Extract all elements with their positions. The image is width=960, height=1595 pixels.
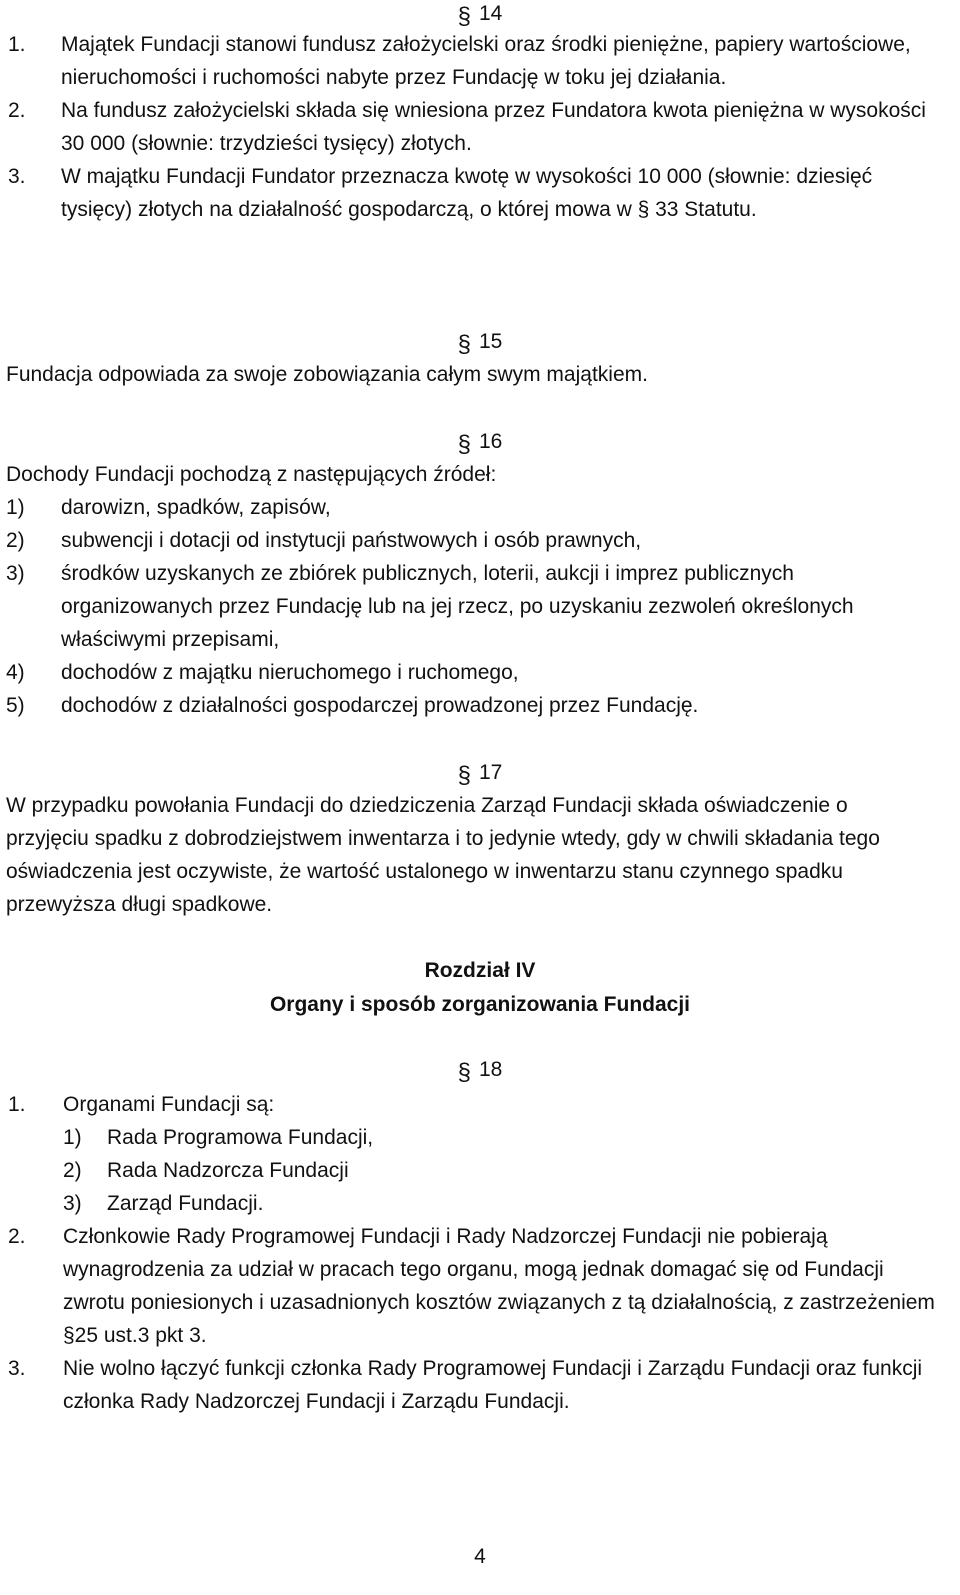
sublist-item: [63, 1121, 938, 1154]
list-item: [6, 524, 936, 557]
item-number: 3): [63, 1192, 82, 1215]
section-heading-17: [0, 755, 960, 789]
section-number: 14: [479, 2, 503, 25]
item-number: 2): [6, 529, 25, 552]
sublist-item: [63, 1187, 938, 1220]
item-number: 1.: [8, 33, 26, 56]
list-item: [8, 1088, 938, 1121]
section-sign: §: [457, 331, 471, 358]
item-text: Rada Nadzorcza Fundacji: [107, 1159, 349, 1182]
item-text: Rada Programowa Fundacji,: [107, 1126, 374, 1149]
item-text: Nie wolno łączyć funkcji członka Rady Programowej Fundacji i Zarządu Fundacji oraz funkcji członka Rady Nadzorczej Fundacji i Zarządu Fundacji.: [63, 1357, 923, 1413]
section-number: 16: [479, 430, 503, 453]
item-number: 2.: [8, 1225, 26, 1248]
item-text: W majątku Fundacji Fundator przeznacza kwotę w wysokości 10 000 (słownie: dziesięć tysięcy) złotych na działalność gospodarczą, o której mowa w § 33 Statutu.: [61, 165, 873, 221]
section-heading-15: [0, 324, 960, 358]
item-text: środków uzyskanych ze zbiórek publicznych, loterii, aukcji i imprez publicznych organizowanych przez Fundację lub na jej rzecz, po uzyskaniu zezwoleń określonych właściwymi przepisami,: [61, 562, 854, 651]
item-number: 1): [6, 496, 25, 519]
section-number: 18: [479, 1058, 503, 1081]
item-number: 4): [6, 661, 25, 684]
item-number: 5): [6, 694, 25, 717]
section-17-text: W przypadku powołania Fundacji do dziedziczenia Zarząd Fundacji składa oświadczenie o przyjęciu spadku z dobrodziejstwem inwentarza i to jedynie wtedy, gdy w chwili składania tego oświadczenia jest oczywiste, że wartość ustalonego w inwentarzu stanu czynnego spadku przewyższa długi spadkowe.: [6, 794, 880, 916]
section-sign: §: [457, 1059, 471, 1086]
item-text: dochodów z działalności gospodarczej prowadzonej przez Fundację.: [61, 694, 699, 717]
section-heading-18: [0, 1052, 960, 1086]
item-text: darowizn, spadków, zapisów,: [61, 496, 331, 519]
section-18-list: [8, 1088, 938, 1418]
section-sign: §: [457, 3, 471, 30]
list-item: [6, 491, 936, 524]
item-number: 2.: [8, 99, 26, 122]
item-number: 3): [6, 562, 25, 585]
section-16-intro: Dochody Fundacji pochodzą z następujących źródeł:: [6, 463, 497, 486]
item-text: Organami Fundacji są:: [63, 1093, 275, 1116]
section-number: 15: [479, 330, 503, 353]
chapter-title: Rozdział IV: [424, 959, 536, 982]
section-number: 17: [479, 761, 503, 784]
section-heading-16: [0, 424, 960, 458]
section-14-list: [8, 28, 938, 226]
item-number: 1.: [8, 1093, 26, 1116]
item-text: Majątek Fundacji stanowi fundusz założycielski oraz środki pieniężne, papiery wartościowe, nieruchomości i ruchomości nabyte przez Fundację w toku jej działania.: [61, 33, 911, 89]
section-heading-14: [0, 0, 960, 30]
item-number: 3.: [8, 1357, 26, 1380]
item-number: 3.: [8, 165, 26, 188]
list-item: [8, 28, 938, 94]
page-number: 4: [474, 1545, 486, 1568]
list-item: [8, 160, 938, 226]
list-item: [8, 1352, 938, 1418]
section-sign: §: [457, 431, 471, 458]
list-item: [6, 557, 936, 656]
list-item: [6, 656, 936, 689]
list-item: [8, 1220, 938, 1352]
section-16-list: [6, 491, 936, 722]
item-number: 1): [63, 1126, 82, 1149]
list-item: [6, 689, 936, 722]
item-text: dochodów z majątku nieruchomego i ruchomego,: [61, 661, 519, 684]
list-item: [8, 94, 938, 160]
item-number: 2): [63, 1159, 82, 1182]
item-text: Członkowie Rady Programowej Fundacji i Rady Nadzorczej Fundacji nie pobierają wynagrodzenia za udział w pracach tego organu, mogą jednak domagać się od Fundacji zwrotu poniesionych i uzasadnionych kosztów związanych z tą działalnością, z zastrzeżeniem §25 ust.3 pkt 3.: [63, 1225, 935, 1347]
item-text: subwencji i dotacji od instytucji państwowych i osób prawnych,: [61, 529, 642, 552]
item-text: Na fundusz założycielski składa się wniesiona przez Fundatora kwota pieniężna w wysokości 30 000 (słownie: trzydzieści tysięcy) złotych.: [61, 99, 926, 155]
section-15-text: Fundacja odpowiada za swoje zobowiązania całym swym majątkiem.: [6, 363, 648, 386]
chapter-subtitle: Organy i sposób zorganizowania Fundacji: [269, 993, 691, 1016]
section-sign: §: [457, 762, 471, 789]
sublist-item: [63, 1154, 938, 1187]
item-text: Zarząd Fundacji.: [107, 1192, 264, 1215]
